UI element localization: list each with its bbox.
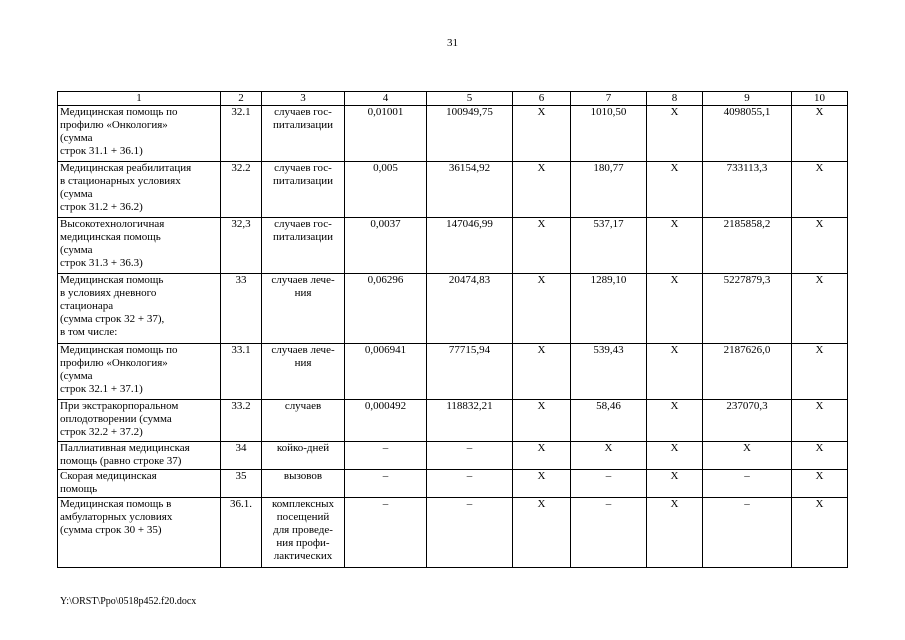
table-cell-c5: – (427, 470, 513, 498)
table-cell-c10: Х (792, 498, 848, 568)
header-cell: 2 (221, 92, 262, 106)
header-cell: 5 (427, 92, 513, 106)
page-number: 31 (447, 37, 458, 49)
table-cell-c3: случаев гос- питализации (262, 106, 345, 162)
header-cell: 7 (571, 92, 647, 106)
header-cell: 8 (647, 92, 703, 106)
table-cell-c5: 20474,83 (427, 274, 513, 344)
table-cell-c2: 32,3 (221, 218, 262, 274)
table-row (58, 162, 848, 218)
header-cell: 10 (792, 92, 848, 106)
table-row (58, 498, 848, 568)
table-cell-c2: 34 (221, 442, 262, 470)
header-cell: 3 (262, 92, 345, 106)
table-cell-c6: Х (513, 162, 571, 218)
table-cell-c5: 36154,92 (427, 162, 513, 218)
table-cell-c6: Х (513, 344, 571, 400)
header-cell: 9 (703, 92, 792, 106)
table-cell-c8: Х (647, 344, 703, 400)
table-cell-c10: Х (792, 218, 848, 274)
table-cell-c1: Паллиативная медицинская помощь (равно строке 37) (58, 442, 221, 470)
table-cell-c8: Х (647, 498, 703, 568)
table-cell-c6: Х (513, 498, 571, 568)
table-row (58, 218, 848, 274)
table-cell-c7: – (571, 470, 647, 498)
table-cell-c5: 147046,99 (427, 218, 513, 274)
table-cell-c7: 180,77 (571, 162, 647, 218)
table-cell-c1: Медицинская реабилитация в стационарных условиях (сумма строк 31.2 + 36.2) (58, 162, 221, 218)
table-cell-c8: Х (647, 400, 703, 442)
table-cell-c1: Скорая медицинская помощь (58, 470, 221, 498)
table-cell-c1: Медицинская помощь в амбулаторных условиях (сумма строк 30 + 35) (58, 498, 221, 568)
table-cell-c7: 537,17 (571, 218, 647, 274)
table-cell-c9: – (703, 498, 792, 568)
table-cell-c2: 32.2 (221, 162, 262, 218)
table-cell-c6: Х (513, 442, 571, 470)
table-cell-c2: 33.1 (221, 344, 262, 400)
table-cell-c6: Х (513, 218, 571, 274)
table-row (58, 106, 848, 162)
table-cell-c8: Х (647, 442, 703, 470)
table-cell-c6: Х (513, 106, 571, 162)
table-cell-c10: Х (792, 274, 848, 344)
table-cell-c3: вызовов (262, 470, 345, 498)
table-cell-c1: Высокотехнологичная медицинская помощь (сумма строк 31.3 + 36.3) (58, 218, 221, 274)
table-cell-c5: 77715,94 (427, 344, 513, 400)
table-cell-c2: 35 (221, 470, 262, 498)
table-cell-c5: 118832,21 (427, 400, 513, 442)
table-cell-c1: Медицинская помощь по профилю «Онкология» (сумма строк 32.1 + 37.1) (58, 344, 221, 400)
table-cell-c4: 0,006941 (345, 344, 427, 400)
table-cell-c8: Х (647, 470, 703, 498)
table-cell-c9: – (703, 470, 792, 498)
table-row (58, 442, 848, 470)
table-cell-c9: 733113,3 (703, 162, 792, 218)
table-cell-c2: 33 (221, 274, 262, 344)
table-cell-c7: – (571, 498, 647, 568)
table-cell-c3: случаев гос- питализации (262, 218, 345, 274)
table-cell-c6: Х (513, 274, 571, 344)
table-cell-c1: Медицинская помощь в условиях дневного стационара (сумма строк 32 + 37), в том числе: (58, 274, 221, 344)
table-cell-c3: случаев лече- ния (262, 274, 345, 344)
table-row (58, 274, 848, 344)
table-cell-c2: 33.2 (221, 400, 262, 442)
table-row (58, 400, 848, 442)
table-cell-c4: – (345, 442, 427, 470)
table-cell-c10: Х (792, 106, 848, 162)
table-cell-c8: Х (647, 218, 703, 274)
table-cell-c9: 2185858,2 (703, 218, 792, 274)
table-cell-c9: Х (703, 442, 792, 470)
table-cell-c8: Х (647, 106, 703, 162)
table-cell-c3: случаев гос- питализации (262, 162, 345, 218)
header-cell: 4 (345, 92, 427, 106)
table-cell-c4: 0,000492 (345, 400, 427, 442)
table-cell-c5: 100949,75 (427, 106, 513, 162)
table-cell-c7: 58,46 (571, 400, 647, 442)
table-cell-c10: Х (792, 442, 848, 470)
table-cell-c9: 237070,3 (703, 400, 792, 442)
table-cell-c4: 0,0037 (345, 218, 427, 274)
table-cell-c1: Медицинская помощь по профилю «Онкология» (сумма строк 31.1 + 36.1) (58, 106, 221, 162)
table-cell-c5: – (427, 442, 513, 470)
table-cell-c1: При экстракорпоральном оплодотворении (сумма строк 32.2 + 37.2) (58, 400, 221, 442)
table-cell-c4: 0,06296 (345, 274, 427, 344)
header-cell: 6 (513, 92, 571, 106)
table-cell-c3: койко-дней (262, 442, 345, 470)
table-row (58, 344, 848, 400)
table-cell-c7: 1289,10 (571, 274, 647, 344)
table-cell-c9: 2187626,0 (703, 344, 792, 400)
table-cell-c3: случаев (262, 400, 345, 442)
table-cell-c10: Х (792, 470, 848, 498)
header-cell: 1 (58, 92, 221, 106)
table-cell-c8: Х (647, 274, 703, 344)
table-cell-c7: 539,43 (571, 344, 647, 400)
table-cell-c4: 0,01001 (345, 106, 427, 162)
indicators-table (57, 91, 848, 568)
table-cell-c4: – (345, 498, 427, 568)
table-cell-c2: 32.1 (221, 106, 262, 162)
table-cell-c10: Х (792, 344, 848, 400)
table-cell-c3: комплексных посещений для проведе- ния профи- лактических (262, 498, 345, 568)
table-cell-c8: Х (647, 162, 703, 218)
table-cell-c2: 36.1. (221, 498, 262, 568)
table-cell-c6: Х (513, 470, 571, 498)
header-row (58, 92, 848, 106)
table-cell-c3: случаев лече- ния (262, 344, 345, 400)
document-path: Y:\ORST\Ppo\0518p452.f20.docx (60, 596, 197, 607)
table-cell-c6: Х (513, 400, 571, 442)
table-cell-c4: – (345, 470, 427, 498)
table-cell-c7: 1010,50 (571, 106, 647, 162)
table-cell-c9: 5227879,3 (703, 274, 792, 344)
table-cell-c10: Х (792, 162, 848, 218)
table-cell-c10: Х (792, 400, 848, 442)
table-row (58, 470, 848, 498)
table-cell-c4: 0,005 (345, 162, 427, 218)
table-cell-c7: Х (571, 442, 647, 470)
table-cell-c5: – (427, 498, 513, 568)
table-cell-c9: 4098055,1 (703, 106, 792, 162)
